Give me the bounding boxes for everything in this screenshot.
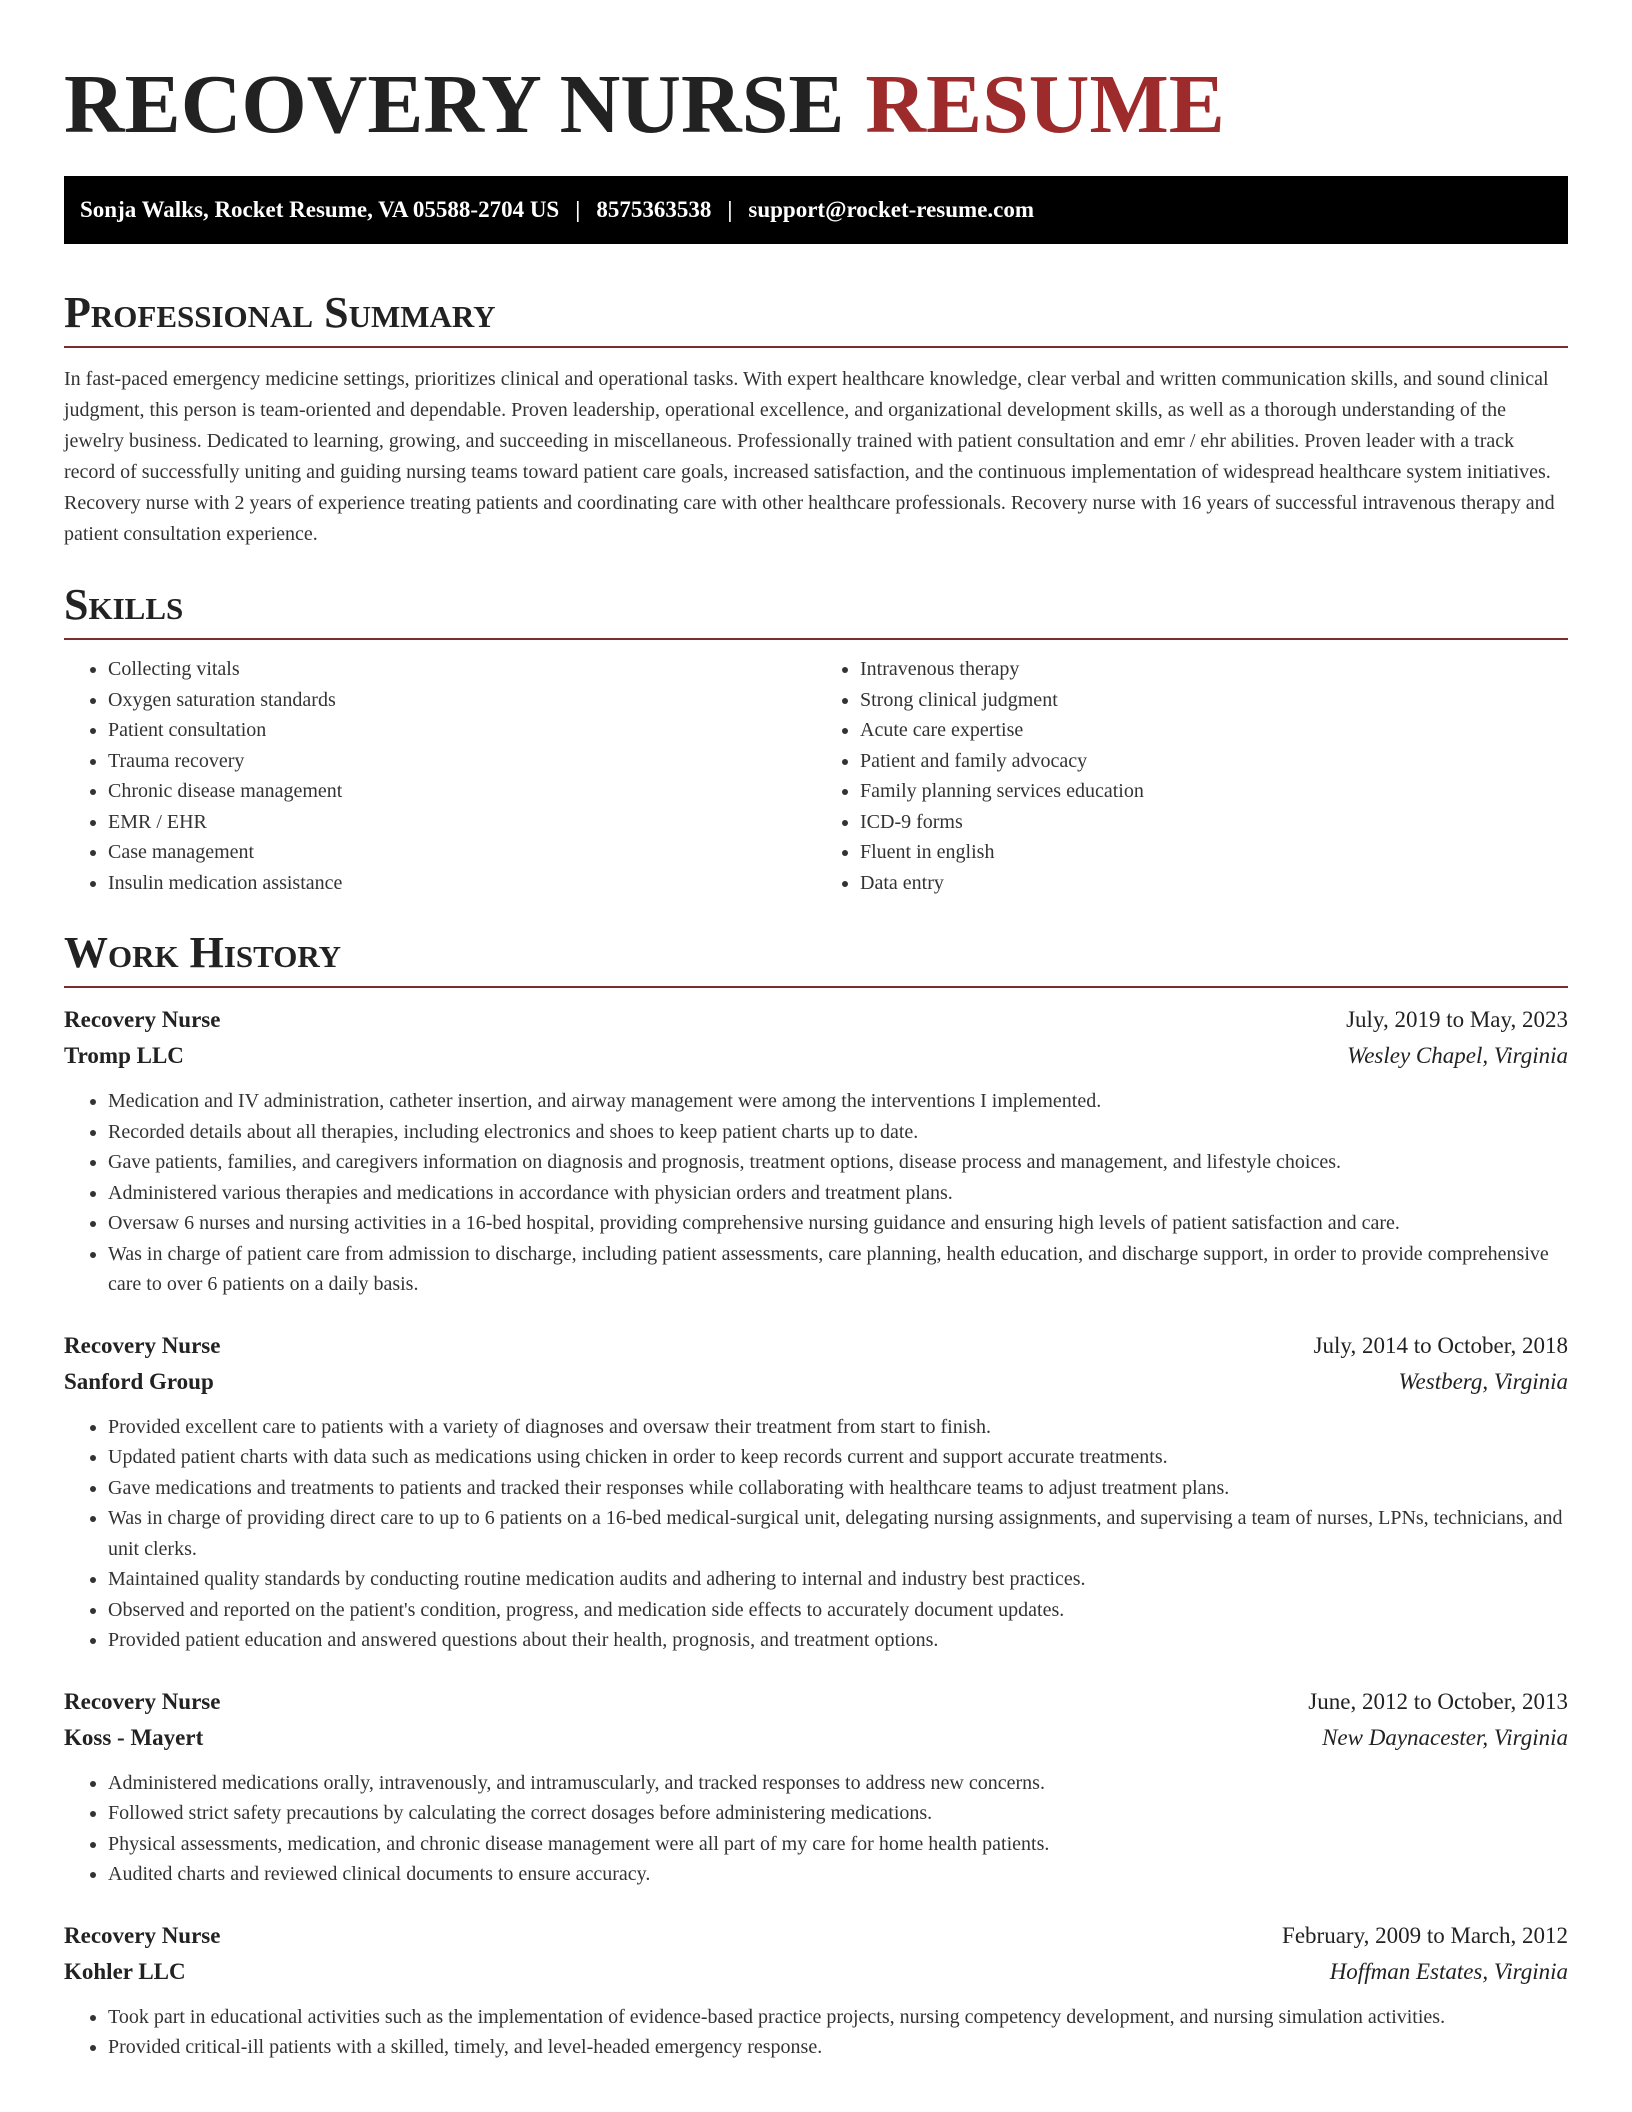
job-title: Recovery Nurse — [64, 1332, 221, 1358]
job-entry — [64, 1918, 1568, 2063]
job-company: Tromp LLC — [64, 1043, 184, 1068]
skill-item: • Family planning services education — [860, 776, 1568, 807]
job-subheader — [64, 1720, 1568, 1756]
job-title: Recovery Nurse — [64, 1922, 221, 1948]
job-company: Koss - Mayert — [64, 1724, 204, 1750]
job-bullet: • Audited charts and reviewed clinical documents to ensure accuracy. — [108, 1859, 1568, 1890]
job-dates: July, 2014 to October, 2018 — [1313, 1332, 1568, 1358]
summary-text: In fast-paced emergency medicine settings, prioritizes clinical and operational tasks. With expert healthcare knowledge, clear verbal and written communication skills, and sound clinical judgment, this person is team-oriented and dependable. Proven leadership, operational excellence, and organizational development skills, as well as a thorough understanding of the jewelry business. Dedicated to learning, growing, and succeeding in miscellaneous. Professionally trained with patient consultation and emr / ehr abilities. Proven leader with a track record of successfully uniting and guiding nursing teams toward patient care goals, increased satisfaction, and the continuous implementation of widespread healthcare system initiatives. Recovery nurse with 2 years of experience treating patients and coordinating care with other healthcare professionals. Recovery nurse with 16 years of successful intravenous therapy and patient consultation experience. — [64, 368, 1555, 545]
job-entry — [64, 1328, 1568, 1656]
job-bullet: • Took part in educational activities such as the implementation of evidence-based practice projects, nursing competency development, and nursing simulation activities. — [108, 2002, 1568, 2033]
job-bullet: • Provided critical-ill patients with a skilled, timely, and level-headed emergency response. — [108, 2032, 1568, 2063]
skill-item: • EMR / EHR — [108, 807, 816, 838]
contact-email: support@rocket-resume.com — [748, 197, 1035, 222]
job-title: Recovery Nurse — [64, 1007, 221, 1032]
job-bullet: • Observed and reported on the patient's condition, progress, and medication side effects to accurately document updates. — [108, 1595, 1568, 1626]
job-dates: June, 2012 to October, 2013 — [1308, 1688, 1568, 1714]
skills-column-right — [816, 654, 1568, 898]
job-bullets — [64, 1086, 1568, 1300]
job-bullets — [64, 2002, 1568, 2063]
job-bullet: • Gave medications and treatments to patients and tracked their responses while collaborating with healthcare teams to adjust treatment plans. — [108, 1473, 1568, 1504]
skill-item: • Strong clinical judgment — [860, 685, 1568, 716]
job-bullet: • Was in charge of patient care from admission to discharge, including patient assessments, care planning, health education, and discharge support, in order to provide comprehensive care to over 6 patients on a daily basis. — [108, 1239, 1568, 1300]
skill-item: • Patient consultation — [108, 715, 816, 746]
job-company: Sanford Group — [64, 1368, 214, 1394]
job-entry — [64, 1002, 1568, 1300]
skill-item: • ICD-9 forms — [860, 807, 1568, 838]
job-bullet: • Gave patients, families, and caregivers information on diagnosis and prognosis, treatment options, disease process and management, and lifestyle choices. — [108, 1147, 1568, 1178]
job-header — [64, 1002, 1568, 1038]
job-bullet: • Recorded details about all therapies, including electronics and shoes to keep patient charts up to date. — [108, 1117, 1568, 1148]
skills-column-left — [64, 654, 816, 898]
work-heading: Work History — [64, 928, 1568, 988]
job-bullets — [64, 1768, 1568, 1890]
title-main: RECOVERY NURSE — [64, 58, 845, 151]
job-bullet: • Medication and IV administration, catheter insertion, and airway management were among the interventions I implemented. — [108, 1086, 1568, 1117]
job-title: Recovery Nurse — [64, 1688, 221, 1714]
job-header — [64, 1684, 1568, 1720]
contact-bar — [64, 176, 1568, 244]
skill-item: • Data entry — [860, 868, 1568, 899]
job-bullet: • Maintained quality standards by conducting routine medication audits and adhering to internal and industry best practices. — [108, 1564, 1568, 1595]
skill-item: • Collecting vitals — [108, 654, 816, 685]
job-bullet: • Administered medications orally, intravenously, and intramuscularly, and tracked responses to address new concerns. — [108, 1768, 1568, 1799]
job-location: New Daynacester, Virginia — [1322, 1724, 1568, 1750]
contact-phone: 8575363538 — [596, 197, 712, 222]
job-entry — [64, 1684, 1568, 1890]
job-bullets — [64, 1412, 1568, 1656]
skill-item: • Trauma recovery — [108, 746, 816, 777]
job-subheader — [64, 1954, 1568, 1990]
skill-item: • Acute care expertise — [860, 715, 1568, 746]
job-subheader — [64, 1038, 1568, 1074]
skill-item: • Oxygen saturation standards — [108, 685, 816, 716]
skill-item: • Chronic disease management — [108, 776, 816, 807]
job-location: Wesley Chapel, Virginia — [1347, 1043, 1568, 1068]
job-bullet: • Provided excellent care to patients with a variety of diagnoses and oversaw their treatment from start to finish. — [108, 1412, 1568, 1443]
summary-heading: Professional Summary — [64, 288, 1568, 348]
contact-separator: | — [575, 197, 581, 222]
job-header — [64, 1918, 1568, 1954]
job-bullet: • Physical assessments, medication, and chronic disease management were all part of my care for home health patients. — [108, 1829, 1568, 1860]
title-accent: RESUME — [865, 58, 1225, 151]
job-location: Hoffman Estates, Virginia — [1329, 1958, 1568, 1984]
skill-item: • Fluent in english — [860, 837, 1568, 868]
job-subheader — [64, 1364, 1568, 1400]
job-bullet: • Provided patient education and answered questions about their health, prognosis, and treatment options. — [108, 1625, 1568, 1656]
resume-title — [64, 0, 1568, 160]
contact-address: Sonja Walks, Rocket Resume, VA 05588-2704 US — [80, 197, 560, 222]
job-bullet: • Oversaw 6 nurses and nursing activities in a 16-bed hospital, providing comprehensive nursing guidance and ensuring high levels of patient satisfaction and care. — [108, 1208, 1568, 1239]
skill-item: • Insulin medication assistance — [108, 868, 816, 899]
job-dates: February, 2009 to March, 2012 — [1282, 1922, 1568, 1948]
skill-item: • Case management — [108, 837, 816, 868]
job-dates: July, 2019 to May, 2023 — [1346, 1007, 1568, 1032]
skills-heading: Skills — [64, 580, 1568, 640]
skill-item: • Patient and family advocacy — [860, 746, 1568, 777]
job-bullet: • Was in charge of providing direct care to up to 6 patients on a 16-bed medical-surgical unit, delegating nursing assignments, and supervising a team of nurses, LPNs, technicians, and unit clerks. — [108, 1503, 1568, 1564]
job-header — [64, 1328, 1568, 1364]
job-location: Westberg, Virginia — [1398, 1368, 1568, 1394]
job-bullet: • Administered various therapies and medications in accordance with physician orders and treatment plans. — [108, 1178, 1568, 1209]
contact-separator: | — [727, 197, 733, 222]
job-bullet: • Followed strict safety precautions by calculating the correct dosages before administering medications. — [108, 1798, 1568, 1829]
job-bullet: • Updated patient charts with data such as medications using chicken in order to keep records current and support accurate treatments. — [108, 1442, 1568, 1473]
job-company: Kohler LLC — [64, 1958, 186, 1984]
skills-list — [64, 654, 1568, 898]
skill-item: • Intravenous therapy — [860, 654, 1568, 685]
